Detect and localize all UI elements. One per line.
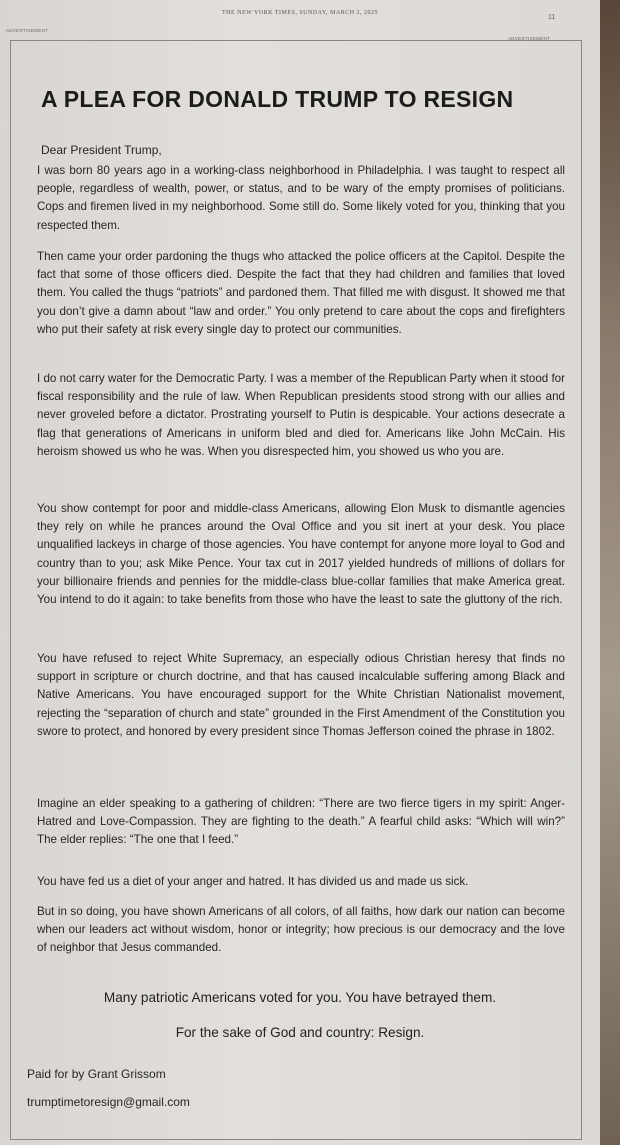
advertisement-label-left: ADVERTISEMENT (6, 28, 49, 33)
closing-line-2: For the sake of God and country: Resign. (175, 1025, 425, 1040)
paragraph-2: Then came your order pardoning the thugs who attacked the police officers at the Capitol. Despite the fact that some of those officers died. Despite the fact that they had children and families that loved them. You called the thugs “patriots” and pardoned them. That filled me with disgust. It showed me that you don’t give a damn about “law and order.” You only pretend to care about the cops and firefighters who put their safety at risk every single day to protect our communities. (37, 250, 565, 336)
contact-email: trumptimetoresign@gmail.com (27, 1095, 190, 1109)
headline: A PLEA FOR DONALD TRUMP TO RESIGN (41, 86, 514, 112)
paragraph-1: I was born 80 years ago in a working-class neighborhood in Philadelphia. I was taught to respect all people, regardless of wealth, power, or status, and to be wary of the empty promises of politicians. Cops and firemen lived in my neighborhood. Some still do. Some likely voted for you, thinking that you respected them. (37, 164, 565, 232)
paragraph-3: I do not carry water for the Democratic Party. I was a member of the Republican Party when it stood for fiscal responsibility and the rule of law. When Republican presidents stood strong with our allies and never groveled before a dictator. Prostrating yourself to Putin is despicable. Your actions desecrate a flag that generations of Americans in uniform bled and died for. Americans like John McCain. His heroism showed us who he was. When you disrespected him, you showed us who you are. (37, 372, 565, 458)
page-number: 11 (548, 14, 556, 21)
paragraph-4: You show contempt for poor and middle-class Americans, allowing Elon Musk to dismantle agencies they rely on while he prances around the Oval Office and you sit inert at your desk. You place unqualified lackeys in charge of those agencies. You have contempt for anyone more loyal to God and country than to you; ask Mike Pence. Your tax cut in 2017 yielded hundreds of millions of dollars for your billionaire friends and pennies for the middle-class blue-collar families that make America great. You intend to do it again: to take benefits from those who have the least to sate the gluttony of the rich. (37, 502, 565, 607)
advertisement-label-right: ADVERTISEMENT (508, 36, 551, 41)
closing-line-1: Many patriotic Americans voted for you. You have betrayed them. (103, 990, 497, 1005)
page-edge-background (600, 0, 620, 1145)
salutation: Dear President Trump, (41, 143, 162, 157)
paid-for-by: Paid for by Grant Grissom (27, 1067, 166, 1081)
paragraph-6: Imagine an elder speaking to a gathering of children: “There are two fierce tigers in my spirit: Anger-Hatred and Love-Compassion. They are fighting to the death.” A fearful child asks: “Which will win?” The elder replies: “The one that I feed.” (37, 797, 565, 847)
masthead: THE NEW YORK TIMES, SUNDAY, MARCH 2, 2025 (221, 10, 379, 16)
paragraph-5: You have refused to reject White Supremacy, an especially odious Christian heresy that finds no support in scripture or church doctrine, and that has caused incalculable suffering among Black and Native Americans. You have encouraged support for the White Christian Nationalist movement, rejecting the “separation of church and state” grounded in the First Amendment of the Constitution you swore to protect, and honored by every president since Thomas Jefferson coined the phrase in 1802. (37, 652, 565, 738)
paragraph-8: But in so doing, you have shown Americans of all colors, of all faiths, how dark our nation can become when our leaders act without wisdom, honor or integrity; how precious is our democracy and the love of neighbor that Jesus commanded. (37, 905, 565, 955)
paragraph-7: You have fed us a diet of your anger and hatred. It has divided us and made us sick. (37, 875, 469, 888)
